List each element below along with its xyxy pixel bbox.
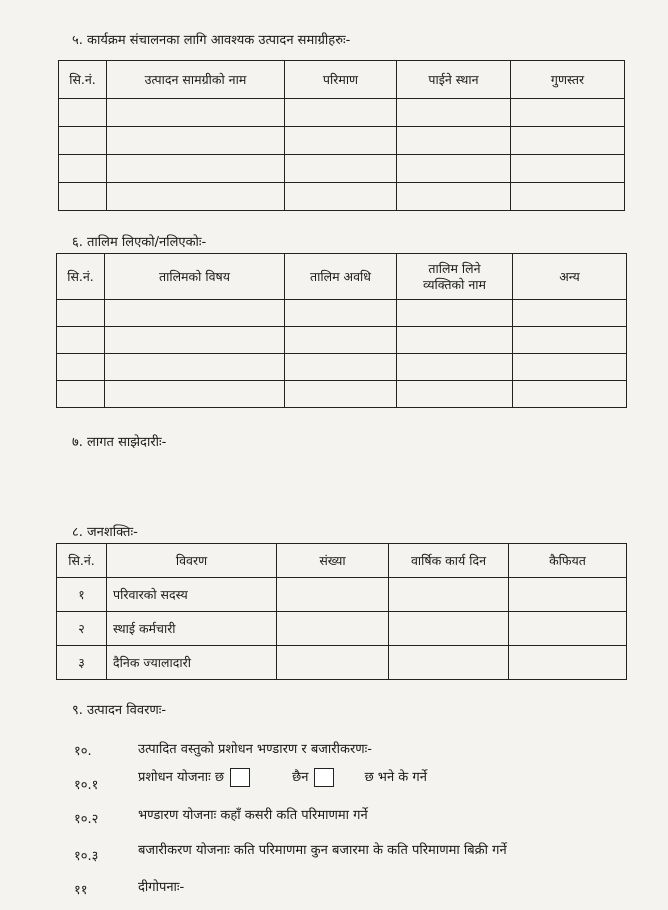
- item-10-text: उत्पादित वस्तुको प्रशोधन भण्डारण र बजारीकरणः-: [138, 742, 373, 757]
- table-cell[interactable]: [389, 578, 509, 612]
- table-cell[interactable]: [105, 381, 285, 408]
- table-row: [59, 183, 625, 211]
- table-cell[interactable]: [511, 155, 625, 183]
- table-cell[interactable]: [285, 155, 397, 183]
- table-cell[interactable]: [277, 578, 389, 612]
- table-cell[interactable]: [285, 127, 397, 155]
- column-header: पाईने स्थान: [397, 61, 511, 99]
- table-row: [59, 99, 625, 127]
- table-cell[interactable]: [397, 300, 513, 327]
- table-row: [57, 327, 627, 354]
- column-header: कैफियत: [509, 544, 627, 578]
- table-cell[interactable]: [285, 300, 397, 327]
- item-number: १०.: [74, 744, 92, 759]
- if-yes-label: छ भने के गर्ने: [364, 770, 427, 785]
- table-cell[interactable]: [285, 354, 397, 381]
- table-row: [59, 155, 625, 183]
- section-5-heading: ५. कार्यक्रम संचालनका लागि आवश्यक उत्पादन समाग्रीहरुः-: [72, 33, 351, 48]
- item-10-3-text: बजारीकरण योजनाः कति परिमाणमा कुन बजारमा के कति परिमाणमा बिक्री गर्ने: [138, 843, 507, 858]
- table-cell[interactable]: [57, 327, 105, 354]
- table-cell[interactable]: [389, 612, 509, 646]
- table-cell[interactable]: [285, 327, 397, 354]
- table-cell[interactable]: [285, 381, 397, 408]
- table-row: [57, 354, 627, 381]
- item-number: १०.१: [74, 778, 99, 793]
- table-cell[interactable]: [57, 381, 105, 408]
- table-cell[interactable]: [277, 646, 389, 680]
- table-cell[interactable]: [59, 183, 107, 211]
- manpower-table: [56, 543, 627, 680]
- table-cell[interactable]: [509, 646, 627, 680]
- table-row: [57, 612, 627, 646]
- item-number: ११: [74, 883, 88, 898]
- table-cell[interactable]: [107, 99, 285, 127]
- column-header: सि.नं.: [57, 254, 105, 300]
- table-cell[interactable]: [57, 354, 105, 381]
- table-row: [57, 381, 627, 408]
- table-cell[interactable]: [397, 99, 511, 127]
- column-header: सि.नं.: [57, 544, 107, 578]
- table-cell[interactable]: [511, 127, 625, 155]
- table-row: [59, 127, 625, 155]
- table-cell[interactable]: [107, 183, 285, 211]
- column-header: परिमाण: [285, 61, 397, 99]
- table-cell[interactable]: [107, 155, 285, 183]
- table-cell[interactable]: [105, 354, 285, 381]
- table-cell[interactable]: [107, 127, 285, 155]
- table-cell[interactable]: [397, 381, 513, 408]
- table-cell[interactable]: [397, 127, 511, 155]
- table-cell[interactable]: [397, 327, 513, 354]
- table-cell[interactable]: [389, 646, 509, 680]
- column-header: अन्य: [513, 254, 627, 300]
- item-10-2-text: भण्डारण योजनाः कहाँ कसरी कति परिमाणमा गर्ने: [138, 808, 368, 823]
- row-number: ३: [57, 646, 107, 680]
- item-10-1-line: [138, 767, 427, 789]
- table-header-row: [57, 544, 627, 578]
- table-row: [57, 646, 627, 680]
- column-header: गुणस्तर: [511, 61, 625, 99]
- row-number: २: [57, 612, 107, 646]
- column-header: वार्षिक कार्य दिन: [389, 544, 509, 578]
- item-number: १०.३: [74, 849, 99, 864]
- table-cell[interactable]: [513, 327, 627, 354]
- table-cell[interactable]: [59, 155, 107, 183]
- item-11-text: दीगोपनाः-: [138, 880, 185, 895]
- table-header-row: [57, 254, 627, 300]
- column-header: उत्पादन सामग्रीको नाम: [107, 61, 285, 99]
- materials-table: [58, 60, 625, 211]
- column-header: संख्या: [277, 544, 389, 578]
- table-cell[interactable]: [105, 327, 285, 354]
- column-header: तालिम लिने व्यक्तिको नाम: [397, 254, 513, 300]
- table-cell[interactable]: [277, 612, 389, 646]
- table-cell[interactable]: [285, 183, 397, 211]
- table-cell[interactable]: [397, 354, 513, 381]
- table-header-row: [59, 61, 625, 99]
- table-cell[interactable]: [397, 155, 511, 183]
- row-description: दैनिक ज्यालादारी: [107, 646, 277, 680]
- table-row: [57, 578, 627, 612]
- section-7-heading: ७. लागत साझेदारीः-: [72, 435, 167, 450]
- table-cell[interactable]: [57, 300, 105, 327]
- row-description: परिवारको सदस्य: [107, 578, 277, 612]
- table-cell[interactable]: [397, 183, 511, 211]
- table-cell[interactable]: [285, 99, 397, 127]
- section-6-heading: ६. तालिम लिएको/नलिएकोः-: [72, 235, 207, 250]
- item-number: १०.२: [74, 812, 99, 827]
- column-header: विवरण: [107, 544, 277, 578]
- row-number: १: [57, 578, 107, 612]
- no-label: छैन: [292, 770, 309, 785]
- column-header: तालिम अवधि: [285, 254, 397, 300]
- row-description: स्थाई कर्मचारी: [107, 612, 277, 646]
- section-8-heading: ८. जनशक्तिः-: [72, 525, 138, 540]
- processing-plan-label: प्रशोधन योजनाः छ: [138, 770, 224, 785]
- table-cell[interactable]: [513, 354, 627, 381]
- column-header: सि.नं.: [59, 61, 107, 99]
- table-cell[interactable]: [513, 381, 627, 408]
- table-cell[interactable]: [59, 99, 107, 127]
- table-cell[interactable]: [509, 578, 627, 612]
- table-row: [57, 300, 627, 327]
- table-cell[interactable]: [511, 183, 625, 211]
- table-cell[interactable]: [513, 300, 627, 327]
- section-9-heading: ९. उत्पादन विवरणः-: [72, 703, 167, 718]
- no-checkbox[interactable]: [314, 768, 334, 787]
- training-table: [56, 253, 627, 408]
- table-cell[interactable]: [105, 300, 285, 327]
- table-cell[interactable]: [59, 127, 107, 155]
- yes-checkbox[interactable]: [230, 768, 250, 787]
- column-header: तालिमको विषय: [105, 254, 285, 300]
- table-cell[interactable]: [511, 99, 625, 127]
- table-cell[interactable]: [509, 612, 627, 646]
